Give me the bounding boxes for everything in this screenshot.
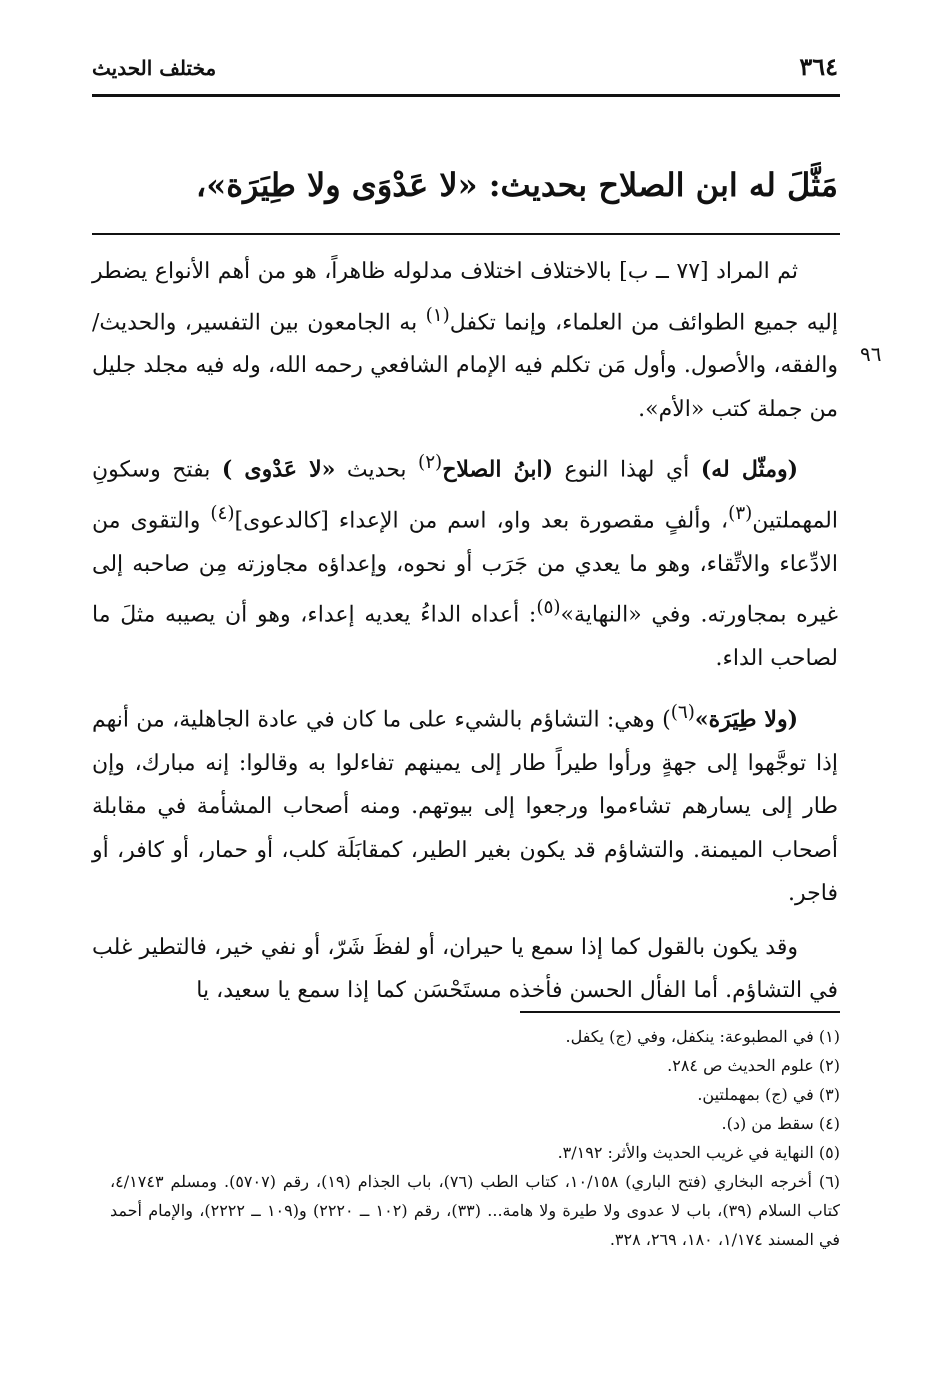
page-number: ٣٦٤ xyxy=(799,52,838,81)
footnote-5: (٥) النهاية في غريب الحديث والأثر: ٣/١٩٢. xyxy=(557,1143,840,1162)
footnote-3: (٣) في (ج) بمهملتين. xyxy=(697,1085,840,1104)
footnote-ref-4: (٤) xyxy=(210,503,235,525)
footnote-6: (٦) أخرجه البخاري (فتح الباري) ١٠/١٥٨، كتاب الطب (٧٦)، باب الجذام (١٩)، رقم (٥٧٠٧). ومسلم ٤/١٧٤٣، كتاب السلام (٣٩)، باب لا عدوى ولا طيرة ولا هامة... (٣٣)، رقم (١٠٢ ــ ٢٢٢٠) و(١٠٩ ــ ٢٢٢٢)، والإمام أحمد في المسند ١/١٧٤، ١٨٠، ٢٦٩، ٣٢٨. xyxy=(110,1172,841,1249)
footnote-rule xyxy=(520,1011,840,1013)
main-text xyxy=(92,250,838,1023)
margin-page-reference: ٩٦ xyxy=(860,342,882,366)
heading-rule xyxy=(92,233,840,235)
footnote-ref-5: (٥) xyxy=(536,597,561,619)
footnote-1: (١) في المطبوعة: ينكفل، وفي (ج) يكفل. xyxy=(565,1027,840,1046)
footnote-2: (٢) علوم الحديث ص ٢٨٤. xyxy=(667,1056,840,1075)
paragraph-2: (ومثّل له) أي لهذا النوع (ابنُ الصلاح$^{(٢)}$ بحديث «لا عَدْوى ) بفتح وسكونِ المهملتين$^{(٣)}$، وألفٍ مقصورة بعد واو، اسم من الإعداء [كالدعوى]$^{(٤)}$ والتقوى من الادِّعاء والاتِّقاء، وهو ما يعدي من جَرَب أو نحوه، وإعداؤه مجاوزته مِن صاحبه إلى غيره بمجاورته. وفي «النهاية»$^{(٥)}$: أعداه الداءُ يعديه إعداء، وهو أن يصيبه مثلَ ما لصاحب الداء. xyxy=(92,452,838,672)
header-rule xyxy=(92,94,840,97)
footnote-4: (٤) سقط من (د). xyxy=(721,1114,840,1133)
paragraph-4: وقد يكون بالقول كما إذا سمع يا حيران، أو لفظَ شَرّ، أو نفي خير، فالتطير غلب في التشاؤم. أما الفأل الحسن فأخذه مستَحْسَن كما إذا سمع يا سعيد، يا xyxy=(92,934,838,1004)
section-heading: مَثَّلَ له ابن الصلاح بحديث: «لا عَدْوَى ولا طِيَرَة»، xyxy=(195,166,838,204)
footnote-ref-1: (١) xyxy=(425,304,450,326)
running-header xyxy=(92,50,838,94)
footnote-ref-3: (٣) xyxy=(728,503,753,525)
footnote-ref-2: (٢) xyxy=(418,452,443,474)
paragraph-1: ثم المراد [٧٧ ــ ب] بالاختلاف اختلاف مدلوله ظاهراً، هو من أهم الأنواع يضطر إليه جميع الطوائف من العلماء، وإنما تكفل$^{(١)}$ به الجامعون بين التفسير، والحديث/ والفقه، والأصول. وأول مَن تكلم فيه الإمام الشافعي رحمه الله، وله فيه مجلد جليل من جملة كتب «الأم». xyxy=(92,259,838,422)
paragraph-3: (ولا طِيَرَة»$^{(٦)}$) وهي: التشاؤم بالشيء على ما كان في عادة الجاهلية، من أنهم إذا توجَّهوا إلى جهةٍ ورأوا طيراً طار إلى يمينهم تفاءلوا به وقالوا: إنه مبارك، وإن طار إلى يسارهم تشاءموا ورجعوا إلى بيوتهم. ومنه أصحاب المشأمة في مقابلة أصحاب الميمنة. والتشاؤم قد يكون بغير الطير، كمقابَلَة كلب، أو حمار، أو كافر، أو فاجر. xyxy=(92,701,838,907)
running-title: مختلف الحديث xyxy=(92,56,217,80)
footnote-ref-6: (٦) xyxy=(670,701,695,723)
footnotes xyxy=(110,1022,840,1254)
